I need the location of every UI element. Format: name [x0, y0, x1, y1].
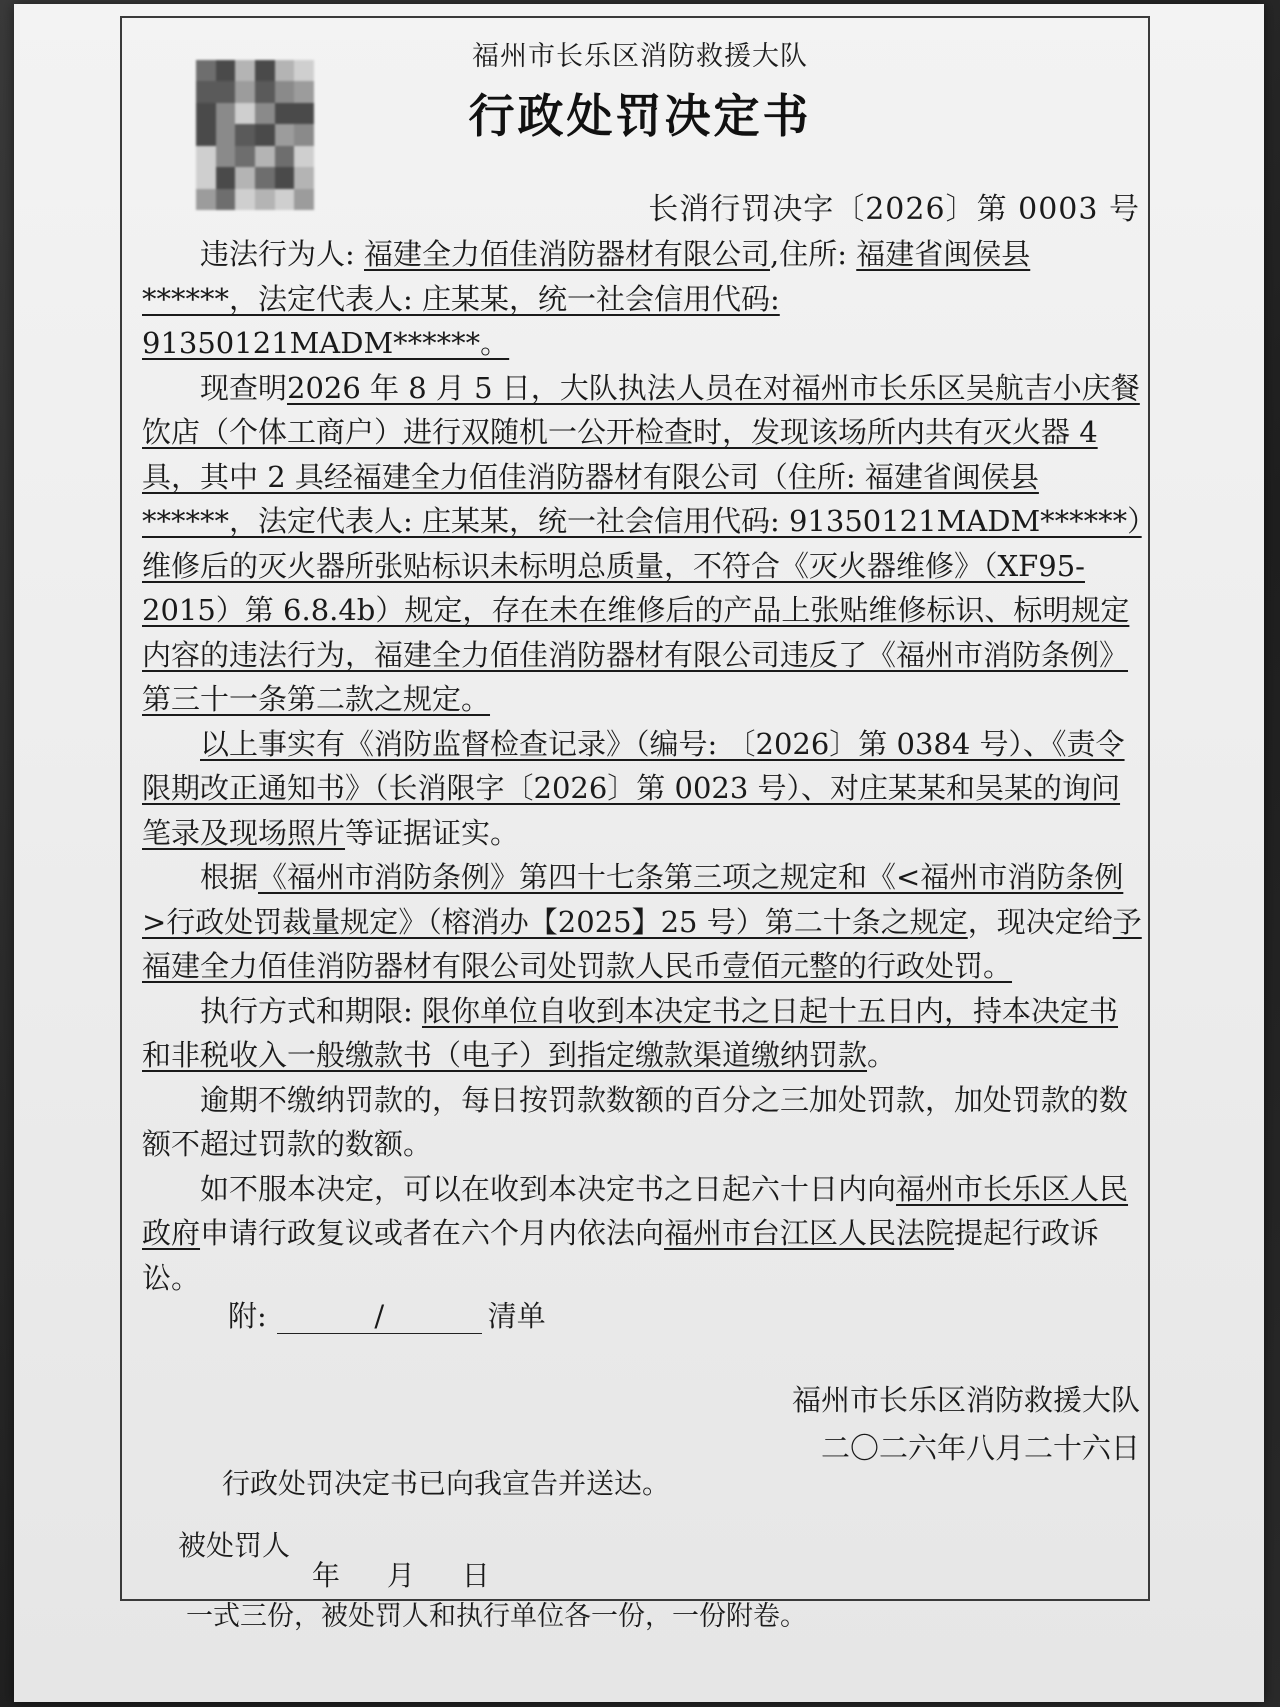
decision-connector: ，现决定给 [967, 904, 1113, 939]
facts-text: 2026 年 8 月 5 日，大队执法人员在对福州市长乐区吴航吉小庆餐饮店（个体工商户）进行双随机一公开检查时，发现该场所内共有灭火器 4 具，其中 2 具经福建全力佰佳消防器材有限公司（住所: 福建省闽侯县******，法定代表人: 庄某某，统一社会信用代码: 91350121MADM******）维修后的灭火器所张贴标识未标明总质量，不符合《灭火器维修》（XF95-2015）第 6.8.4b）规定，存在未在维修后的产品上张贴维修标识、标明规定内容的违法行为，福建全力佰佳消防器材有限公司违反了《福州市消防条例》第三十一条第二款之规定。 [142, 370, 1142, 716]
late-payment-paragraph: 逾期不缴纳罚款的，每日按罚款数额的百分之三加处罚款，加处罚款的数额不超过罚款的数额。 [142, 1082, 1129, 1161]
penalty-text: 予福建全力佰佳消防器材有限公司处罚款人民币壹佰元整的行政处罚。 [142, 904, 1142, 983]
appeal-paragraph [142, 1167, 1142, 1301]
facts-paragraph [142, 366, 1142, 722]
attachment-blank: / [277, 1299, 482, 1334]
appeal-end: 提起行政诉讼。 [142, 1216, 1100, 1295]
document-title: 行政处罚决定书 [468, 89, 812, 143]
penalized-party-label: 被处罚人 [178, 1529, 291, 1562]
document-body [142, 232, 1142, 1300]
appeal-middle: 申请行政复议或者在六个月内依法向 [200, 1216, 665, 1250]
offender-label: 违法行为人: [200, 237, 364, 271]
execution-label: 执行方式和期限: [200, 993, 422, 1028]
attachment-suffix: 清单 [487, 1299, 546, 1333]
evidence-paragraph [142, 722, 1142, 856]
issuer-block [792, 1376, 1140, 1472]
document-number: 长消行罚决字〔2026〕第 0003 号 [648, 192, 1140, 227]
address-label: ,住所: [770, 237, 857, 271]
legal-basis: 《福州市消防条例》第四十七条第三项之规定和《<福州市消防条例>行政处罚裁量规定》（榕消办【2025】25 号）第二十条之规定 [142, 860, 1124, 939]
decision-paragraph [142, 855, 1142, 989]
offender-name: 福建全力佰佳消防器材有限公司 [364, 237, 771, 271]
execution-end: 。 [867, 1038, 897, 1072]
decision-lead: 根据 [200, 860, 259, 894]
attachment-label: 附: [228, 1299, 267, 1333]
court-name: 福州市台江区人民法院 [664, 1216, 955, 1250]
issue-date: 二〇二六年八月二十六日 [820, 1431, 1140, 1465]
copies-footnote: 一式三份，被处罚人和执行单位各一份，一份附卷。 [186, 1601, 807, 1632]
execution-paragraph [142, 989, 1142, 1078]
offender-representative: ，法定代表人: 庄某某，统一社会信用代码: 91350121MADM******。 [142, 281, 780, 360]
evidence-suffix: 等证据证实。 [345, 815, 520, 850]
receipt-date-blank: 年 月 日 [312, 1559, 490, 1592]
offender-paragraph [142, 232, 1142, 366]
execution-terms: 限你单位自收到本决定书之日起十五日内，持本决定书和非税收入一般缴款书（电子）到指定缴款渠道缴纳罚款 [142, 993, 1119, 1072]
review-authority: 福州市长乐区人民政府 [142, 1171, 1129, 1250]
appeal-lead: 如不服本决定，可以在收到本决定书之日起六十日内向 [200, 1171, 897, 1206]
evidence-list: 以上事实有《消防监督检查记录》（编号: 〔2026〕第 0384 号）、《责令限期改正通知书》（长消限字〔2026〕第 0023 号）、对庄某某和吴某的询问笔录及现场照片 [142, 726, 1125, 850]
issuing-agency: 福州市长乐区消防救援大队 [472, 41, 808, 72]
offender-address: 福建省闽侯县****** [142, 237, 1031, 316]
issuer-agency: 福州市长乐区消防救援大队 [791, 1383, 1140, 1417]
facts-lead: 现查明 [200, 370, 288, 405]
receipt-statement: 行政处罚决定书已向我宣告并送达。 [222, 1467, 671, 1500]
attachment-line [228, 1294, 546, 1335]
